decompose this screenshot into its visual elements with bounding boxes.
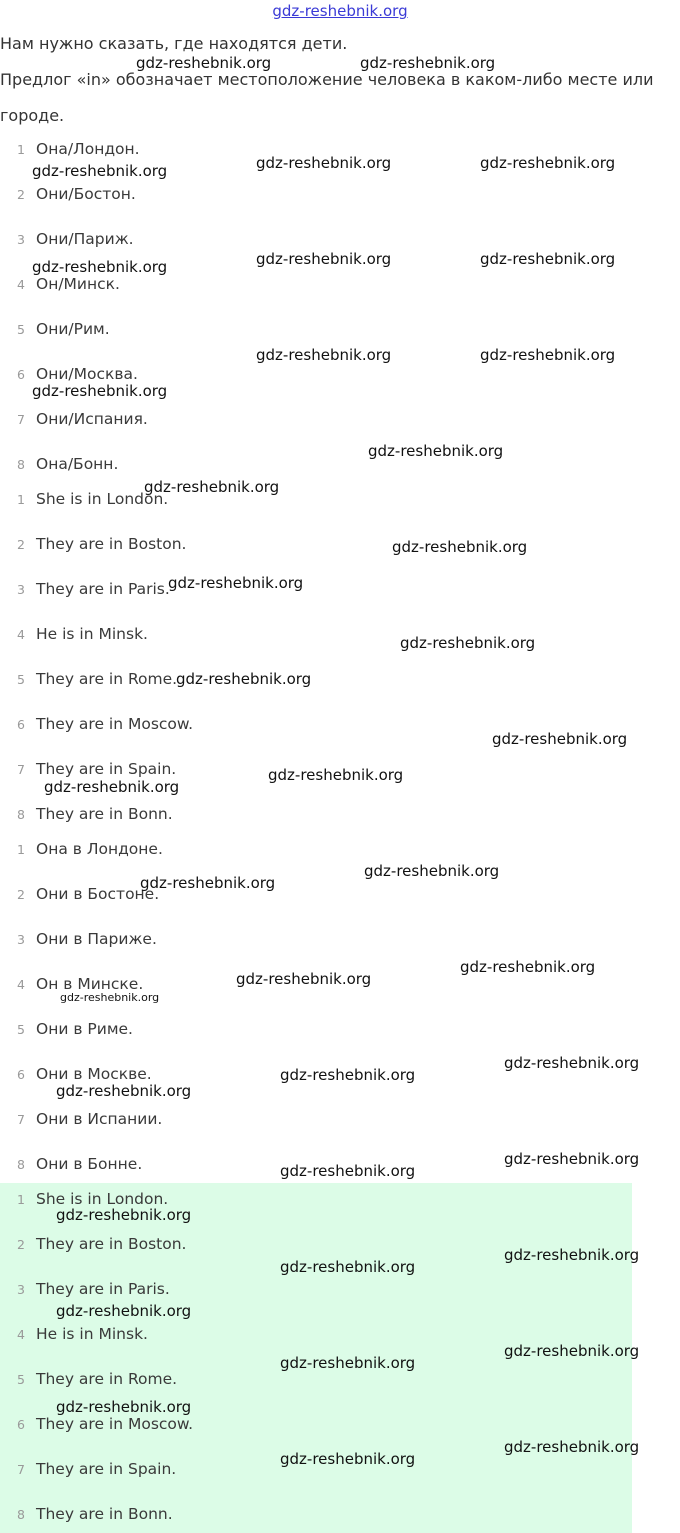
item-number: 3 — [17, 582, 25, 597]
item-number: 2 — [17, 887, 25, 902]
item-text: Они в Москве. — [36, 1065, 152, 1083]
watermark: gdz-reshebnik.org — [56, 1082, 192, 1100]
list-item — [0, 275, 120, 297]
list-item — [0, 1505, 173, 1527]
list-item — [0, 1235, 186, 1257]
item-text: They are in Bonn. — [36, 1505, 173, 1523]
item-text: Они в Бонне. — [36, 1155, 143, 1173]
item-number: 5 — [17, 322, 25, 337]
item-text: They are in Moscow. — [36, 1415, 194, 1433]
intro-line-2: Предлог «in» обозначает местоположение человека в каком-либо месте или — [0, 70, 654, 89]
item-text: Они/Москва. — [36, 365, 138, 383]
item-number: 8 — [17, 457, 25, 472]
watermark: gdz-reshebnik.org — [268, 766, 404, 784]
list-item — [0, 1415, 193, 1437]
item-text: Они в Испании. — [36, 1110, 163, 1128]
list-item — [0, 1280, 170, 1302]
watermark: gdz-reshebnik.org — [368, 442, 504, 460]
item-number: 1 — [17, 142, 25, 157]
watermark: gdz-reshebnik.org — [364, 862, 500, 880]
watermark: gdz-reshebnik.org — [236, 970, 372, 988]
watermark: gdz-reshebnik.org — [140, 874, 276, 892]
item-text: They are in Paris. — [36, 1280, 170, 1298]
item-number: 3 — [17, 1282, 25, 1297]
item-number: 4 — [17, 277, 25, 292]
item-number: 6 — [17, 1067, 25, 1082]
watermark: gdz-reshebnik.org — [256, 250, 392, 268]
list-item — [0, 1325, 148, 1347]
list-item — [0, 625, 148, 647]
list-item — [0, 455, 118, 477]
item-number: 6 — [17, 367, 25, 382]
watermark: gdz-reshebnik.org — [256, 154, 392, 172]
item-number: 7 — [17, 412, 25, 427]
list-item — [0, 715, 193, 737]
watermark: gdz-reshebnik.org — [492, 730, 628, 748]
list-item — [0, 1020, 133, 1042]
watermark: gdz-reshebnik.org — [480, 154, 616, 172]
item-text: Она/Лондон. — [36, 140, 140, 158]
list-item — [0, 1370, 177, 1392]
list-item — [0, 185, 136, 207]
item-number: 8 — [17, 807, 25, 822]
item-number: 5 — [17, 1372, 25, 1387]
watermark: gdz-reshebnik.org — [32, 162, 168, 180]
list-item — [0, 1155, 142, 1177]
watermark: gdz-reshebnik.org — [504, 1150, 640, 1168]
watermark: gdz-reshebnik.org — [400, 634, 536, 652]
item-number: 2 — [17, 187, 25, 202]
watermark: gdz-reshebnik.org — [56, 1398, 192, 1416]
list-item — [0, 580, 170, 602]
watermark: gdz-reshebnik.org — [256, 346, 392, 364]
list-item — [0, 410, 148, 432]
list-item — [0, 1460, 176, 1482]
list-item — [0, 670, 177, 692]
list-item — [0, 230, 134, 252]
watermark: gdz-reshebnik.org — [480, 250, 616, 268]
item-text: Они в Риме. — [36, 1020, 133, 1038]
item-text: Он/Минск. — [36, 275, 120, 293]
item-number: 2 — [17, 1237, 25, 1252]
watermark: gdz-reshebnik.org — [44, 778, 180, 796]
item-text: She is in London. — [36, 1190, 169, 1208]
list-item — [0, 535, 186, 557]
watermark: gdz-reshebnik.org — [56, 1302, 192, 1320]
watermark: gdz-reshebnik.org — [504, 1054, 640, 1072]
list-item — [0, 1110, 162, 1132]
watermark: gdz-reshebnik.org — [32, 258, 168, 276]
watermark: gdz-reshebnik.org — [168, 574, 304, 592]
item-number: 4 — [17, 977, 25, 992]
item-text: She is in London. — [36, 490, 169, 508]
item-number: 5 — [17, 672, 25, 687]
item-text: Он в Минске. — [36, 975, 144, 993]
item-number: 3 — [17, 232, 25, 247]
list-item — [0, 840, 163, 862]
watermark: gdz-reshebnik.org — [280, 1450, 416, 1468]
list-item — [0, 805, 173, 827]
watermark: gdz-reshebnik.org — [280, 1066, 416, 1084]
list-item — [0, 490, 168, 512]
intro-line-1: Нам нужно сказать, где находятся дети. — [0, 34, 348, 53]
item-number: 8 — [17, 1157, 25, 1172]
watermark: gdz-reshebnik.org — [480, 346, 616, 364]
item-number: 1 — [17, 842, 25, 857]
watermark: gdz-reshebnik.org — [504, 1438, 640, 1456]
item-text: Она в Лондоне. — [36, 840, 163, 858]
item-text: Они/Рим. — [36, 320, 110, 338]
watermark: gdz-reshebnik.org — [32, 382, 168, 400]
site-header-link[interactable]: gdz-reshebnik.org — [272, 2, 408, 20]
watermark: gdz-reshebnik.org — [144, 478, 280, 496]
list-item — [0, 320, 110, 342]
item-number: 7 — [17, 762, 25, 777]
item-number: 6 — [17, 1417, 25, 1432]
item-text: They are in Rome. — [36, 1370, 178, 1388]
watermark: gdz-reshebnik.org — [60, 991, 160, 1004]
item-number: 7 — [17, 1112, 25, 1127]
watermark: gdz-reshebnik.org — [504, 1342, 640, 1360]
watermark: gdz-reshebnik.org — [360, 54, 496, 72]
item-text: They are in Rome. — [36, 670, 178, 688]
item-number: 8 — [17, 1507, 25, 1522]
item-text: They are in Boston. — [36, 535, 187, 553]
item-number: 7 — [17, 1462, 25, 1477]
item-text: He is in Minsk. — [36, 1325, 148, 1343]
item-text: Они в Париже. — [36, 930, 157, 948]
item-text: They are in Boston. — [36, 1235, 187, 1253]
item-text: Они/Бостон. — [36, 185, 136, 203]
translation-list — [0, 840, 680, 1180]
item-text: Они/Париж. — [36, 230, 134, 248]
item-text: He is in Minsk. — [36, 625, 148, 643]
intro-line-3: городе. — [0, 106, 65, 125]
item-number: 3 — [17, 932, 25, 947]
item-number: 4 — [17, 627, 25, 642]
item-text: They are in Spain. — [36, 1460, 177, 1478]
list-item — [0, 885, 159, 907]
item-number: 6 — [17, 717, 25, 732]
watermark: gdz-reshebnik.org — [56, 1206, 192, 1224]
item-text: They are in Paris. — [36, 580, 170, 598]
item-text: They are in Spain. — [36, 760, 177, 778]
watermark: gdz-reshebnik.org — [176, 670, 312, 688]
item-number: 2 — [17, 537, 25, 552]
item-text: They are in Moscow. — [36, 715, 194, 733]
watermark: gdz-reshebnik.org — [460, 958, 596, 976]
watermark: gdz-reshebnik.org — [280, 1354, 416, 1372]
item-number: 4 — [17, 1327, 25, 1342]
list-item — [0, 140, 140, 162]
item-number: 5 — [17, 1022, 25, 1037]
watermark: gdz-reshebnik.org — [392, 538, 528, 556]
item-number: 1 — [17, 1192, 25, 1207]
watermark: gdz-reshebnik.org — [280, 1258, 416, 1276]
watermark: gdz-reshebnik.org — [280, 1162, 416, 1180]
item-number: 1 — [17, 492, 25, 507]
item-text: Они в Бостоне. — [36, 885, 160, 903]
item-text: Они/Испания. — [36, 410, 148, 428]
list-item — [0, 930, 157, 952]
task-list — [0, 140, 680, 480]
watermark: gdz-reshebnik.org — [504, 1246, 640, 1264]
watermark: gdz-reshebnik.org — [136, 54, 272, 72]
item-text: They are in Bonn. — [36, 805, 173, 823]
item-text: Она/Бонн. — [36, 455, 119, 473]
